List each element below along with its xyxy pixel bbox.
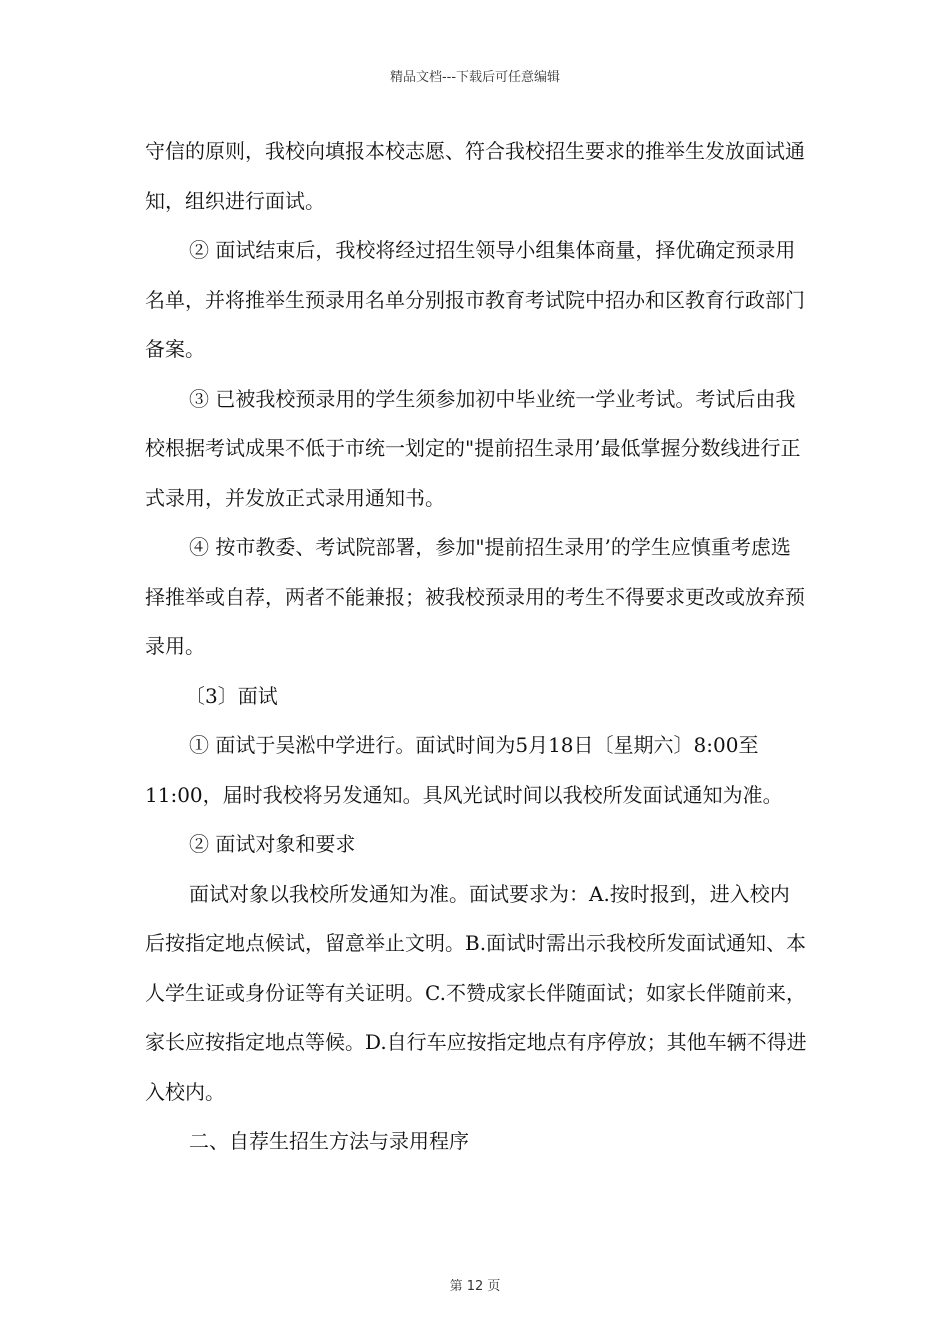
paragraph-continuation: 守信的原则，我校向填报本校志愿、符合我校招生要求的推举生发放面试通知，组织进行面试。 <box>145 139 805 213</box>
page-number: 第 12 页 <box>449 1279 501 1294</box>
paragraph-item-4: ④ 按市教委、考试院部署，参加"提前招生录用’的学生应慎重考虑选择推举或自荐，两者不能兼报；被我校预录用的考生不得要求更改或放弃预录用。 <box>145 535 805 658</box>
paragraph-interview-requirements: 面试对象以我校所发通知为准。面试要求为：A.按时报到，进入校内后按指定地点候试，留意举止文明。B.面试时需出示我校所发面试通知、本人学生证或身份证等有关证明。C.不赞成家长伴随面试；如家长伴随前来，家长应按指定地点等候。D.自行车应按指定地点有序停放；其他车辆不得进入校内。 <box>145 881 807 1104</box>
page-header: 精品文档---下载后可任意编辑 <box>389 70 561 85</box>
document-body <box>145 127 807 1167</box>
section-heading-self-recommend: 二、自荐生招生方法与录用程序 <box>189 1129 469 1153</box>
paragraph-interview-time: ① 面试于吴淞中学进行。面试时间为5月18日〔星期六〕8:00至11:00，届时我校将另发通知。具风光试时间以我校所发面试通知为准。 <box>145 733 783 807</box>
paragraph-interview-subheading: ② 面试对象和要求 <box>189 832 356 856</box>
paragraph-item-2: ② 面试结束后，我校将经过招生领导小组集体商量，择优确定预录用名单，并将推举生预录用名单分别报市教育考试院中招办和区教育行政部门备案。 <box>145 238 805 361</box>
paragraph-item-3: ③ 已被我校预录用的学生须参加初中毕业统一学业考试。考试后由我校根据考试成果不低于市统一划定的"提前招生录用’最低掌握分数线进行正式录用，并发放正式录用通知书。 <box>145 386 801 510</box>
section-heading-interview: 〔3〕面试 <box>185 683 278 708</box>
